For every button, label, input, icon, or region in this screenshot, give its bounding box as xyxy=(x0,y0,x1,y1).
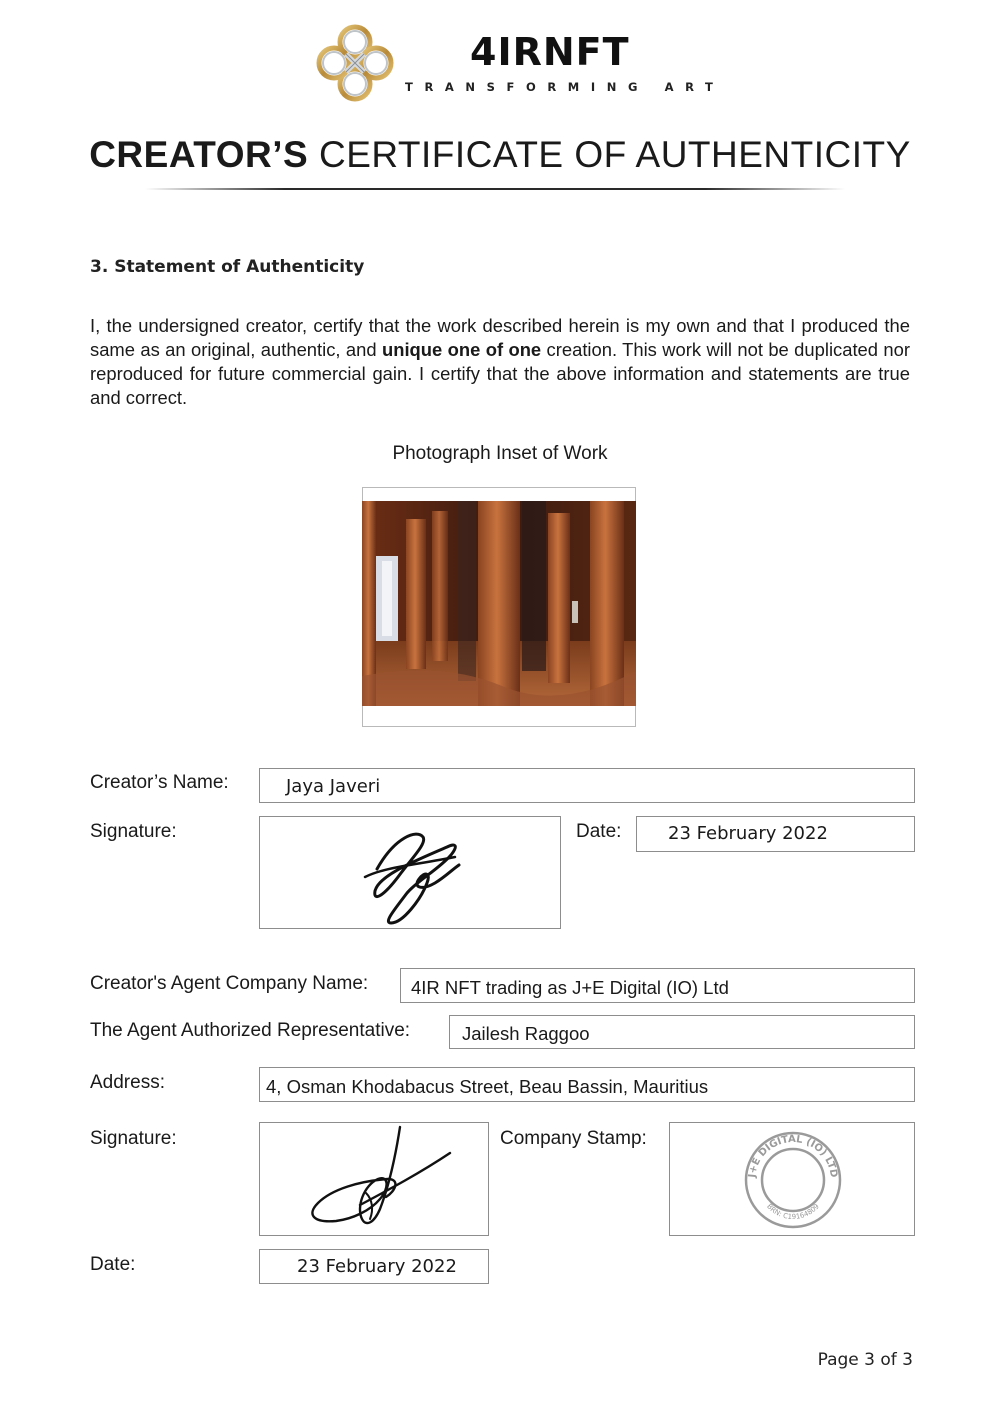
agent-rep-label: The Agent Authorized Representative: xyxy=(90,1020,411,1041)
stamp-text-bottom: BRN: C19164809 xyxy=(765,1202,821,1222)
agent-rep-field xyxy=(449,1015,915,1049)
creator-date-field xyxy=(636,816,915,852)
authenticity-statement xyxy=(90,314,910,410)
stamp-text-top: J+E DIGITAL (IO) LTD xyxy=(747,1133,840,1179)
inset-title: Photograph Inset of Work xyxy=(392,443,608,464)
section-number: 3. xyxy=(90,257,109,277)
statement-text-after: creation. This work will not be duplicated nor reproduced for future commercial gain. I certify that the above information and statements are true and correct. xyxy=(90,339,910,408)
company-stamp-icon xyxy=(742,1129,844,1231)
creator-signature-image xyxy=(355,817,475,929)
brand-name: 4IRNFT xyxy=(470,30,630,74)
interlocking-rings-logo-icon xyxy=(316,24,394,102)
agent-date-label: Date: xyxy=(90,1254,136,1275)
certificate-title xyxy=(0,134,1000,176)
creator-date-label: Date: xyxy=(576,821,622,842)
creator-date-value: 23 February 2022 xyxy=(668,823,828,844)
agent-date-value: 23 February 2022 xyxy=(297,1256,457,1277)
creator-name-value: Jaya Javeri xyxy=(286,776,381,797)
agent-address-label: Address: xyxy=(90,1072,165,1093)
artwork-photo xyxy=(362,501,636,706)
title-rest: CERTIFICATE OF AUTHENTICITY xyxy=(318,134,911,175)
agent-date-field xyxy=(259,1249,489,1284)
agent-address-value: 4, Osman Khodabacus Street, Beau Bassin, Mauritius xyxy=(266,1076,709,1097)
agent-company-field xyxy=(400,968,915,1003)
agent-rep-value: Jailesh Raggoo xyxy=(462,1023,590,1044)
agent-signature-box xyxy=(259,1122,489,1236)
page-number: Page 3 of 3 xyxy=(817,1350,913,1370)
creator-name-field xyxy=(259,768,915,803)
agent-signature-image xyxy=(300,1123,460,1235)
statement-text-before: I, the undersigned creator, certify that the work described herein is my own and that I produced the same as an original, authentic, and xyxy=(90,315,910,360)
title-divider xyxy=(145,188,845,190)
section-title: Statement of Authenticity xyxy=(114,257,365,277)
svg-text:J+E DIGITAL (IO) LTD xyxy=(747,1134,839,1179)
brand-tagline: TRANSFORMING ART xyxy=(405,80,725,94)
statement-text-bold: unique one of one xyxy=(381,339,542,360)
agent-address-field xyxy=(259,1067,915,1102)
creator-signature-box xyxy=(259,816,561,929)
creator-name-label: Creator’s Name: xyxy=(90,772,229,793)
company-stamp-label: Company Stamp: xyxy=(500,1128,647,1149)
company-stamp-box xyxy=(669,1122,915,1236)
creator-signature-label: Signature: xyxy=(90,821,177,842)
section-heading xyxy=(90,257,364,277)
agent-company-value: 4IR NFT trading as J+E Digital (IO) Ltd xyxy=(411,977,729,998)
title-bold: CREATOR’S xyxy=(89,134,309,175)
agent-company-label: Creator's Agent Company Name: xyxy=(90,973,369,994)
agent-signature-label: Signature: xyxy=(90,1128,177,1149)
